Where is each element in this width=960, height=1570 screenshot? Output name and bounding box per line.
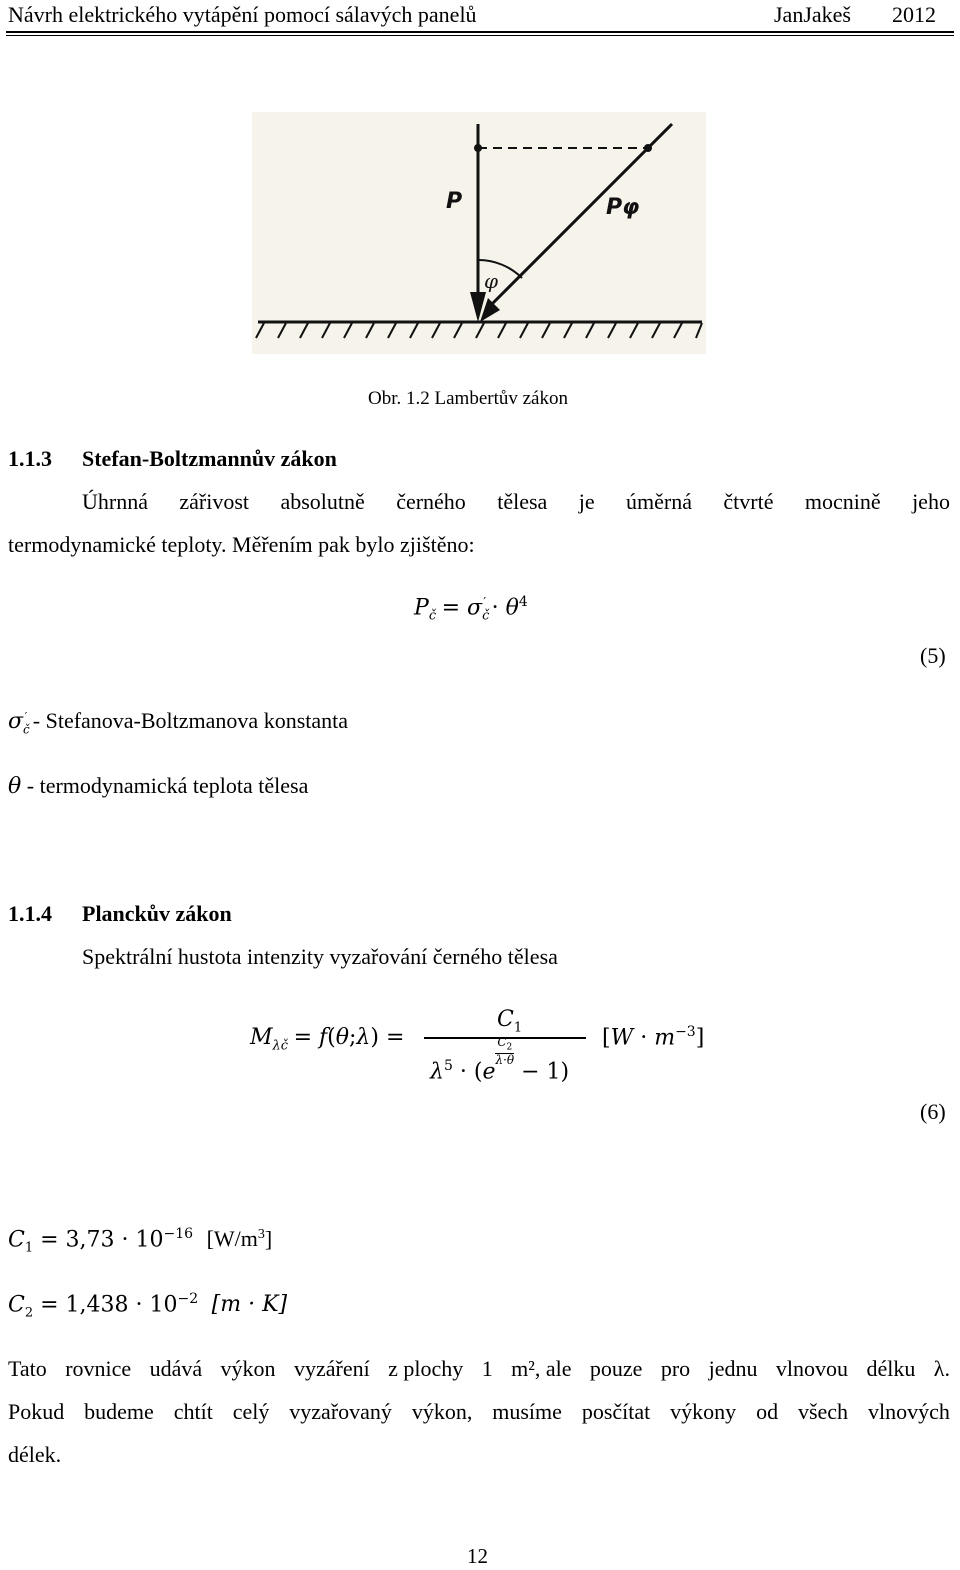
section-number-114: 1.1.4 xyxy=(8,901,52,926)
definition-sigma: $\sigma_č'$ - Stefanova-Boltzmanova konstanta xyxy=(8,708,349,737)
section-title-114: Planckův zákon xyxy=(82,901,232,926)
header-rule-thin xyxy=(6,35,954,36)
paragraph-114-line2: Pokud budeme chtít celý vyzařovaný výkon, musíme posčítat výkony od všech vlnových xyxy=(8,1399,950,1424)
figure-lambert xyxy=(252,112,706,354)
equation-5: $P_č = \sigma_č' \cdot \theta^4$ xyxy=(414,594,528,624)
label-p: P xyxy=(446,189,463,214)
paragraph-114-line3: délek. xyxy=(8,1442,62,1467)
constant-c2: $C_2 = 1,438 \cdot 10^{-2}$ [m · K] xyxy=(8,1291,288,1321)
running-header-title: Návrh elektrického vytápění pomocí sálavých panelů xyxy=(8,2,477,27)
equation-number-6: (6) xyxy=(920,1099,946,1124)
equation-6-lhs: $M_{\lambda č}$ = f(θ;λ) = xyxy=(250,1025,405,1054)
section-number-113: 1.1.3 xyxy=(8,446,52,471)
equation-6-unit: $[W \cdot m^{-3}]$ xyxy=(602,1024,705,1051)
page-number: 12 xyxy=(467,1544,488,1568)
paragraph-114-line1: Tato rovnice udává výkon vyzáření z plochy 1 m², ale pouze pro jednu vlnovou délku λ. xyxy=(8,1356,950,1381)
label-p-phi: Pφ xyxy=(606,195,640,220)
running-header-author: JanJakeš xyxy=(774,2,851,27)
lambert-diagram xyxy=(252,112,706,354)
paragraph-114-intro: Spektrální hustota intenzity vyzařování černého tělesa xyxy=(82,944,558,969)
definition-theta: θ - termodynamická teplota tělesa xyxy=(8,773,309,799)
vector-p-phi xyxy=(486,124,672,310)
equation-6-numerator: $C_1$ xyxy=(497,1007,523,1036)
section-title-113: Stefan-Boltzmannův zákon xyxy=(82,446,337,471)
vector-p-phi-endpoint xyxy=(644,144,652,152)
running-header-year: 2012 xyxy=(892,2,936,27)
constant-c1: $C_1 = 3,73 \cdot 10^{-16}$ $[W/m^3]$ xyxy=(8,1226,273,1256)
equation-number-5: (5) xyxy=(920,643,946,668)
equation-6-denominator: $\lambda^5 \cdot (e$ $\frac{C_2}{\lambda\cdot\theta}$ − 1) xyxy=(430,1035,570,1085)
surface-hatching xyxy=(256,323,702,338)
figure-caption: Obr. 1.2 Lambertův zákon xyxy=(368,388,568,409)
paragraph-113-line1: Úhrnná zářivost absolutně černého tělesa je úměrná čtvrté mocnině jeho xyxy=(82,489,950,514)
header-rule xyxy=(6,31,954,33)
paragraph-113-line2: termodynamické teploty. Měřením pak bylo zjištěno: xyxy=(8,532,475,557)
label-phi: φ xyxy=(484,269,499,293)
